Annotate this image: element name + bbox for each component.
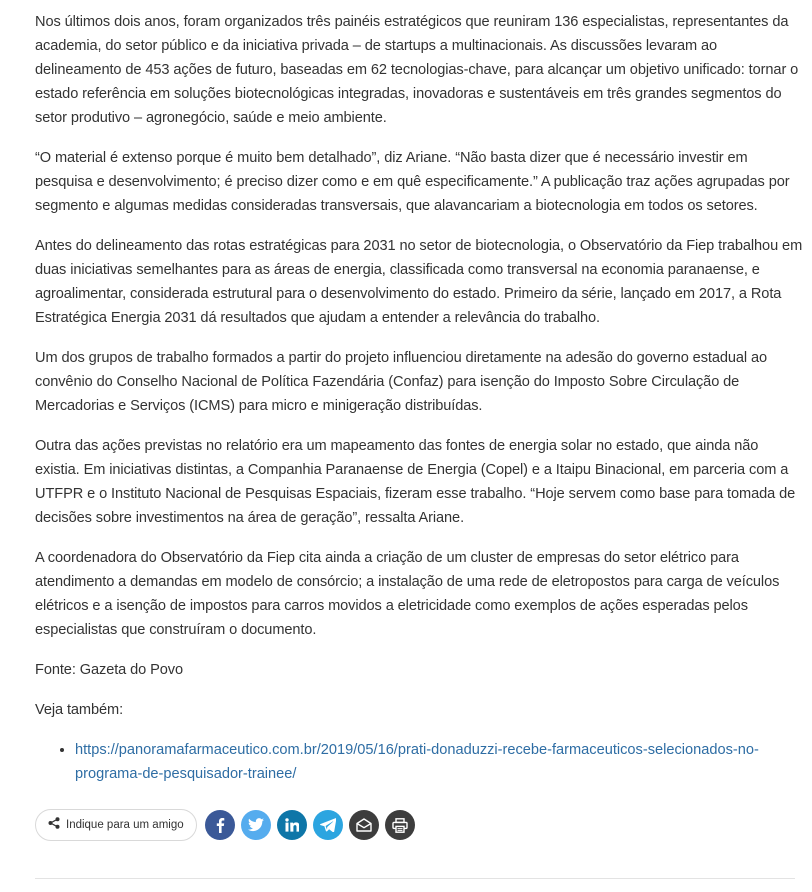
article-paragraph: Nos últimos dois anos, foram organizados três painéis estratégicos que reuniram 136 especialistas, representantes da academia, do setor público e da iniciativa privada – de startups a multinacionais. As discussões levaram ao delineamento de 453 ações de futuro, baseadas em 62 tecnologias-chave, para alcançar um objetivo unificado: tornar o estado referência em soluções biotecnológicas integradas, inovadoras e sustentáveis em três grandes segmentos do setor produtivo – agronegócio, saúde e meio ambiente.: [35, 14, 799, 126]
telegram-icon: [320, 818, 336, 832]
related-links-list: [35, 738, 805, 786]
facebook-share-button[interactable]: [205, 810, 235, 840]
share-icon: [48, 816, 60, 834]
source-credit: Fonte: Gazeta do Povo: [35, 662, 183, 678]
section-divider: [35, 878, 795, 879]
email-share-button[interactable]: [349, 810, 379, 840]
article-paragraph: Um dos grupos de trabalho formados a partir do projeto influenciou diretamente na adesão do governo estadual ao convênio do Conselho Nacional de Política Fazendária (Confaz) para isenção do Imposto Sobre Circulação de Mercadorias e Serviços (ICMS) para micro e minigeração distribuídas.: [35, 350, 768, 414]
recommend-to-friend-button[interactable]: [35, 809, 197, 841]
telegram-share-button[interactable]: [313, 810, 343, 840]
twitter-icon: [248, 818, 264, 832]
linkedin-icon: [285, 818, 299, 832]
printer-icon: [392, 818, 408, 833]
related-article-link[interactable]: https://panoramafarmaceutico.com.br/2019/05/16/prati-donaduzzi-recebe-farmaceuticos-selecionados-no-programa-de-pesquisador-trainee/: [75, 742, 759, 782]
share-bar: [35, 808, 805, 842]
print-button[interactable]: [385, 810, 415, 840]
envelope-icon: [356, 818, 372, 832]
see-also-heading: Veja também:: [35, 702, 124, 718]
article-paragraph: A coordenadora do Observatório da Fiep cita ainda a criação de um cluster de empresas do setor elétrico para atendimento a demandas em modelo de consórcio; a instalação de uma rede de eletropostos para carga de veículos elétricos e a isenção de impostos para carros movidos a eletricidade como exemplos de ações esperadas pelos especialistas que construíram o documento.: [35, 550, 780, 638]
article-paragraph: Outra das ações previstas no relatório era um mapeamento das fontes de energia solar no estado, que ainda não existia. Em iniciativas distintas, a Companhia Paranaense de Energia (Copel) e a Itaipu Binacional, em parceria com a UTFPR e o Instituto Nacional de Pesquisas Espaciais, fizeram esse trabalho. “Hoje servem como base para tomada de decisões sobre investimentos na área de geração”, ressalta Ariane.: [35, 438, 796, 526]
facebook-icon: [213, 817, 227, 833]
article-paragraph: “O material é extenso porque é muito bem detalhado”, diz Ariane. “Não basta dizer que é necessário investir em pesquisa e desenvolvimento; é preciso dizer como e em quê especificamente.” A publicação traz ações agrupadas por segmento e algumas medidas consideradas transversais, que alavancariam a biotecnologia em todos os setores.: [35, 150, 790, 214]
linkedin-share-button[interactable]: [277, 810, 307, 840]
twitter-share-button[interactable]: [241, 810, 271, 840]
article-paragraph: Antes do delineamento das rotas estratégicas para 2031 no setor de biotecnologia, o Observatório da Fiep trabalhou em duas iniciativas semelhantes para as áreas de energia, classificada como transversal na economia paranaense, e agroalimentar, considerada estrutural para o desenvolvimento do estado. Primeiro da série, lançado em 2017, a Rota Estratégica Energia 2031 dá resultados que ajudam a entender a relevância do trabalho.: [35, 238, 803, 326]
article-body: [35, 10, 805, 842]
recommend-label: Indique para um amigo: [66, 819, 184, 831]
list-item: [75, 738, 805, 786]
